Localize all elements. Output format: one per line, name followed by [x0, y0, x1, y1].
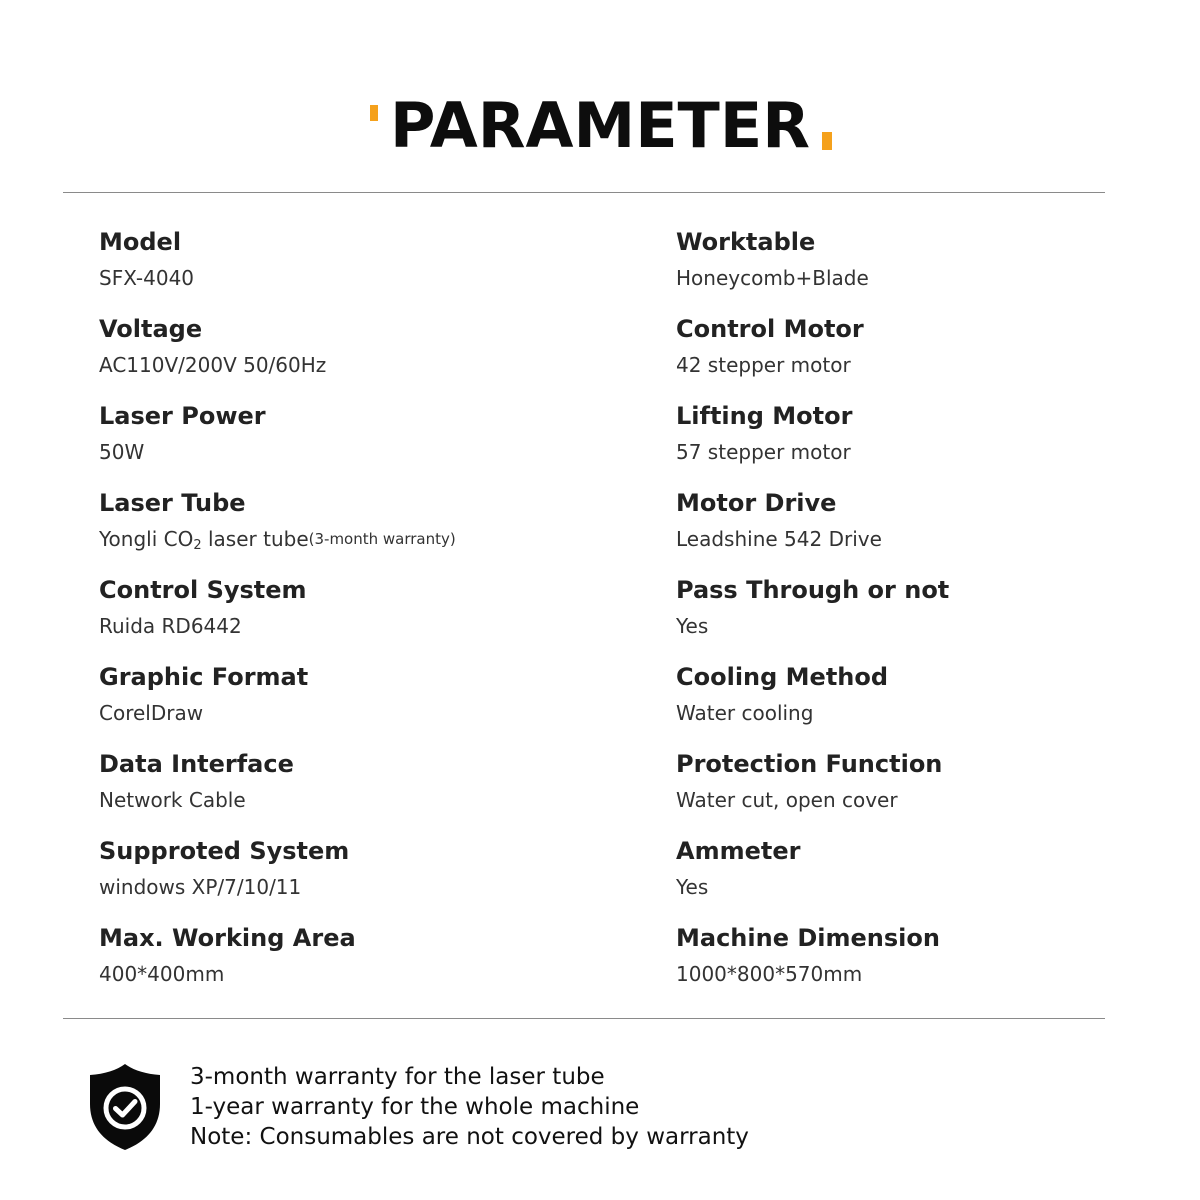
- spec-value: Leadshine 542 Drive: [676, 527, 882, 551]
- spec-item-model: [99, 227, 619, 314]
- spec-label: Ammeter: [676, 837, 801, 865]
- spec-label: Model: [99, 228, 182, 256]
- spec-item-graphic-format: [99, 662, 619, 749]
- spec-value: Honeycomb+Blade: [676, 266, 869, 290]
- spec-value: CorelDraw: [99, 701, 204, 725]
- spec-item-lifting-motor: [676, 401, 1106, 488]
- warranty-line: 3-month warranty for the laser tube: [190, 1064, 605, 1090]
- spec-label: Protection Function: [676, 750, 943, 778]
- spec-value: 57 stepper motor: [676, 440, 851, 464]
- spec-value: Water cut, open cover: [676, 788, 898, 812]
- spec-label: Laser Tube: [99, 489, 246, 517]
- spec-value: [99, 524, 619, 561]
- laser-tube-suffix: laser tube: [201, 527, 309, 551]
- spec-item-max-working-area: [99, 923, 619, 1010]
- spec-label: Supproted System: [99, 837, 350, 865]
- laser-tube-subscript: 2: [193, 538, 202, 553]
- warranty-line: Note: Consumables are not covered by warranty: [190, 1124, 749, 1150]
- spec-value: SFX-4040: [99, 266, 195, 290]
- divider-top: [63, 192, 1105, 193]
- title-block: [0, 88, 1200, 164]
- spec-item-worktable: [676, 227, 1106, 314]
- spec-label: Lifting Motor: [676, 402, 853, 430]
- spec-value: Yes: [676, 875, 709, 899]
- spec-item-control-system: [99, 575, 619, 662]
- spec-item-pass-through: [676, 575, 1106, 662]
- divider-bottom: [63, 1018, 1105, 1019]
- spec-label: Worktable: [676, 228, 816, 256]
- spec-label: Control System: [99, 576, 307, 604]
- warranty-section: [87, 1062, 1087, 1162]
- spec-value: 50W: [99, 440, 145, 464]
- spec-value: 1000*800*570mm: [676, 962, 863, 986]
- spec-item-ammeter: [676, 836, 1106, 923]
- spec-item-machine-dimension: [676, 923, 1106, 1010]
- laser-tube-warranty-note: (3-month warranty): [308, 530, 456, 548]
- spec-label: Graphic Format: [99, 663, 309, 691]
- spec-label: Data Interface: [99, 750, 294, 778]
- spec-value: Ruida RD6442: [99, 614, 242, 638]
- spec-item-control-motor: [676, 314, 1106, 401]
- spec-value: 42 stepper motor: [676, 353, 851, 377]
- spec-item-voltage: [99, 314, 619, 401]
- warranty-text: [190, 1062, 749, 1152]
- laser-tube-prefix: Yongli CO: [99, 527, 194, 551]
- spec-label: Machine Dimension: [676, 924, 940, 952]
- spec-value: Network Cable: [99, 788, 246, 812]
- page-title: [390, 88, 810, 164]
- page-title-text: PARAMETER: [390, 89, 810, 162]
- spec-item-laser-power: [99, 401, 619, 488]
- spec-column-left: [99, 227, 619, 1010]
- spec-item-protection-function: [676, 749, 1106, 836]
- spec-label: Max. Working Area: [99, 924, 356, 952]
- spec-label: Control Motor: [676, 315, 864, 343]
- spec-value: Water cooling: [676, 701, 814, 725]
- spec-item-data-interface: [99, 749, 619, 836]
- spec-value: windows XP/7/10/11: [99, 875, 302, 899]
- spec-label: Pass Through or not: [676, 576, 950, 604]
- spec-value: Yes: [676, 614, 709, 638]
- spec-value: AC110V/200V 50/60Hz: [99, 353, 327, 377]
- shield-check-icon: [87, 1062, 163, 1152]
- spec-value: 400*400mm: [99, 962, 225, 986]
- spec-item-motor-drive: [676, 488, 1106, 575]
- spec-label: Motor Drive: [676, 489, 837, 517]
- spec-label: Voltage: [99, 315, 203, 343]
- spec-column-right: [676, 227, 1106, 1010]
- warranty-line: 1-year warranty for the whole machine: [190, 1094, 640, 1120]
- spec-item-laser-tube: [99, 488, 619, 575]
- spec-item-supported-system: [99, 836, 619, 923]
- spec-item-cooling-method: [676, 662, 1106, 749]
- spec-label: Laser Power: [99, 402, 266, 430]
- accent-mark-left: [370, 105, 378, 121]
- spec-label: Cooling Method: [676, 663, 889, 691]
- accent-mark-right: [822, 132, 832, 150]
